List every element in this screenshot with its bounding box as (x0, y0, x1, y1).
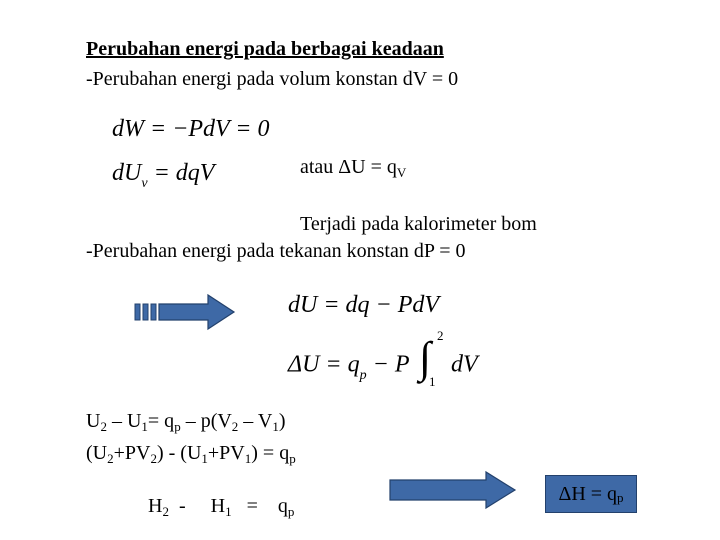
deriv2-a: (U (86, 442, 108, 464)
equation-first-law: dU = dq − PdV (288, 292, 440, 318)
equation-du-rhs: = dqV (153, 160, 215, 186)
atau-label: atau ΔU = q (300, 156, 397, 178)
enthalpy-result-subscript: p (617, 490, 624, 505)
deriv1-c-sub: p (174, 419, 181, 434)
deriv2-b: +PV (113, 442, 151, 464)
deriv2-e-sub: p (289, 451, 296, 466)
kalorimeter-text: Terjadi pada kalorimeter bom (300, 213, 537, 235)
integral-symbol: ∫ 2 1 (419, 328, 444, 389)
integral-lower-limit: 1 (429, 374, 436, 389)
deriv1-d-sub: 2 (231, 419, 239, 434)
deriv3-c: = q (231, 495, 288, 517)
deriv2-b-sub: 2 (150, 451, 157, 466)
deriv1-b: – U (106, 410, 142, 432)
deriv2-c: ) - (U (156, 442, 202, 464)
integral-upper-limit: 2 (437, 328, 444, 343)
deriv2-c-sub: 1 (201, 451, 208, 466)
deriv1-a-sub: 2 (100, 419, 107, 434)
atau-text (300, 156, 406, 179)
deriv3-b-sub: 1 (225, 504, 232, 519)
equation-du-lhs: dU (112, 160, 142, 186)
equation-work-lhs: dW (112, 116, 144, 142)
deriv1-b-sub: 1 (141, 419, 148, 434)
derivation-line-2 (86, 442, 296, 465)
deriv1-e: – V (238, 410, 273, 432)
equation-integral-rhs: dV (451, 351, 478, 378)
right-arrow-icon (134, 292, 236, 332)
volume-constant-line: -Perubahan energi pada volum konstan dV = 0 (86, 68, 459, 90)
equation-internal-energy-v (112, 160, 215, 191)
deriv3-a: H (148, 495, 163, 517)
pressure-constant-line: -Perubahan energi pada tekanan konstan dP = 0 (86, 240, 466, 262)
equation-work-rhs: = −PdV = 0 (150, 116, 270, 142)
atau-subscript: V (396, 165, 407, 180)
deriv1-d: – p(V (180, 410, 232, 432)
deriv3-c-sub: p (287, 504, 295, 519)
deriv1-e-sub: 1 (272, 419, 279, 434)
slide-title: Perubahan energi pada berbagai keadaan (86, 38, 444, 60)
enthalpy-result-box (545, 475, 637, 513)
deriv2-e: ) = q (251, 442, 290, 464)
enthalpy-result-text: ΔH = q (558, 482, 618, 505)
equation-du-subscript: v (141, 176, 148, 191)
equation-integral-mid: − P (366, 351, 410, 378)
right-arrow-icon (388, 470, 518, 510)
equation-integral-subscript: p (359, 367, 367, 383)
equation-integral-lhs: ΔU = q (288, 351, 360, 378)
deriv2-d-sub: 1 (244, 451, 252, 466)
equation-integral (288, 328, 478, 389)
deriv2-d: +PV (207, 442, 245, 464)
deriv1-a: U (86, 410, 101, 432)
deriv1-c: = q (147, 410, 175, 432)
derivation-line-3 (138, 472, 294, 518)
deriv1-f: ) (278, 410, 286, 432)
deriv2-a-sub: 2 (107, 451, 114, 466)
deriv3-a-sub: 2 (162, 504, 169, 519)
derivation-line-1 (86, 410, 286, 433)
deriv3-b: - H (168, 495, 226, 517)
equation-work (112, 116, 269, 143)
